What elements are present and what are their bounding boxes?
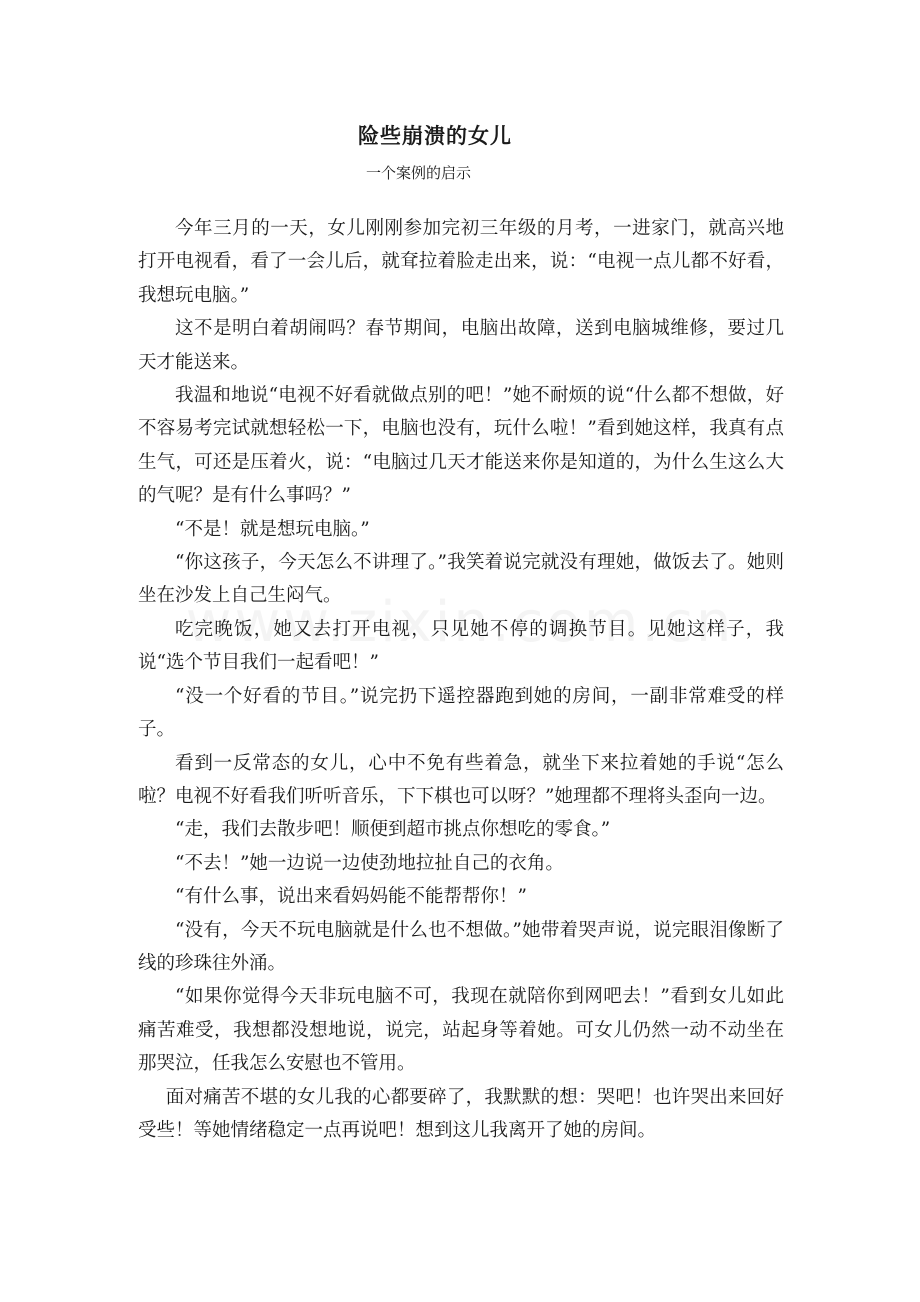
paragraph: “有什么事，说出来看妈妈能不能帮帮你！”	[175, 886, 527, 908]
paragraph: 这不是明白着胡闹吗？春节期间，电脑出故障，送到电脑城维修，要过几天才能送来。	[138, 318, 784, 373]
paragraph: “如果你觉得今天非玩电脑不可，我现在就陪你到网吧去！”看到女儿如此痛苦难受，我想都没想地说，说完，站起身等着她。可女儿仍然一动不动坐在那哭泣，任我怎么安慰也不管用。	[138, 986, 784, 1075]
paragraph: 我温和地说“电视不好看就做点别的吧！”她不耐烦的说“什么都不想做，好不容易考完试就想轻松一下，电脑也没有，玩什么啦！”看到她这样，我真有点生气，可还是压着火，说：“电脑过几天才能送来你是知道的，为什么生这么大的气呢？是有什么事吗？”	[138, 385, 784, 507]
paragraph: 看到一反常态的女儿，心中不免有些着急，就坐下来拉着她的手说“怎么啦？电视不好看我们听听音乐，下下棋也可以呀？”她理都不理将头歪向一边。	[138, 752, 784, 807]
document-body	[138, 212, 784, 1147]
document-title: 险些崩溃的女儿	[358, 123, 512, 148]
document-subtitle: 一个案例的启示	[366, 164, 472, 182]
paragraph: “你这孩子，今天怎么不讲理了。”我笑着说完就没有理她，做饭去了。她则坐在沙发上自己生闷气。	[138, 552, 784, 607]
paragraph: 今年三月的一天，女儿刚刚参加完初三年级的月考，一进家门，就高兴地打开电视看，看了一会儿后，就耷拉着脸走出来，说：“电视一点儿都不好看，我想玩电脑。”	[138, 218, 784, 306]
paragraph: 吃完晚饭，她又去打开电视，只见她不停的调换节目。见她这样子，我说“选个节目我们一起看吧！”	[138, 618, 784, 674]
paragraph: “不是！就是想玩电脑。”	[175, 518, 370, 540]
paragraph: “没一个好看的节目。”说完扔下遥控器跑到她的房间，一副非常难受的样子。	[138, 685, 784, 741]
paragraph: “走，我们去散步吧！顺便到超市挑点你想吃的零食。”	[175, 819, 611, 841]
paragraph: “不去！”她一边说一边使劲地拉扯自己的衣角。	[175, 852, 564, 874]
paragraph: “没有，今天不玩电脑就是什么也不想做。”她带着哭声说，说完眼泪像断了线的珍珠往外涌。	[138, 919, 784, 974]
paragraph: 面对痛苦不堪的女儿我的心都要碎了，我默默的想：哭吧！也许哭出来回好受些！等她情绪稳定一点再说吧！想到这儿我离开了她的房间。	[138, 1086, 784, 1141]
